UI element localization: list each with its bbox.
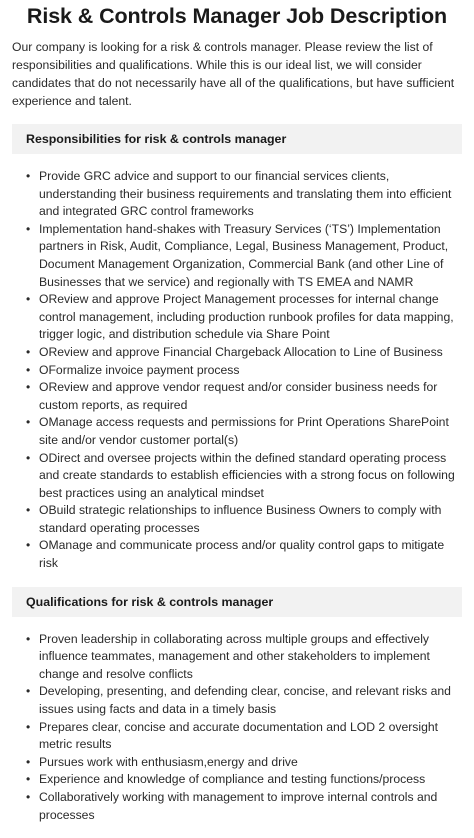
bullet-icon: • <box>26 719 31 734</box>
list-item <box>26 379 462 414</box>
bullet-icon: • <box>26 450 31 465</box>
list-item-text: OManage and communicate process and/or quality control gaps to mitigate risk <box>39 538 445 571</box>
bullet-icon: • <box>26 415 31 430</box>
qualifications-list <box>12 631 462 825</box>
list-item <box>26 754 462 772</box>
list-item <box>26 789 462 824</box>
list-item-text: Prepares clear, concise and accurate documentation and LOD 2 oversight metric results <box>39 719 439 752</box>
list-item <box>26 771 462 789</box>
list-item-text: Collaboratively working with management to improve internal controls and processes <box>39 790 438 822</box>
list-item <box>26 291 462 344</box>
bullet-icon: • <box>26 362 31 377</box>
list-item-text: Developing, presenting, and defending clear, concise, and relevant risks and issues using facts and data in a timely basis <box>39 684 451 717</box>
list-item <box>26 631 462 684</box>
list-item <box>26 168 462 221</box>
bullet-icon: • <box>26 503 31 518</box>
bullet-icon: • <box>26 790 31 804</box>
list-item-text: Pursues work with enthusiasm,energy and drive <box>39 754 298 769</box>
qualifications-heading: Qualifications for risk & controls manager <box>12 587 462 617</box>
bullet-icon: • <box>26 221 31 236</box>
list-item-text: Provide GRC advice and support to our financial services clients, understanding their business requirements and translating them into efficient and integrated GRC control frameworks <box>39 169 452 219</box>
bullet-icon: • <box>26 344 31 359</box>
list-item-text: OReview and approve Financial Chargeback Allocation to Line of Business <box>39 344 443 359</box>
bullet-icon: • <box>26 754 31 769</box>
list-item-text: ODirect and oversee projects within the defined standard operating process and create standards to establish efficiencies with a strong focus on following best practices using an analytical mindset <box>39 450 455 500</box>
list-item <box>26 414 462 449</box>
responsibilities-list <box>12 168 462 573</box>
list-item <box>26 719 462 754</box>
responsibilities-heading: Responsibilities for risk & controls manager <box>12 124 462 154</box>
list-item <box>26 362 462 380</box>
bullet-icon: • <box>26 772 31 787</box>
list-item-text: OManage access requests and permissions for Print Operations SharePoint site and/or vendor customer portal(s) <box>39 415 449 447</box>
bullet-icon: • <box>26 292 31 307</box>
bullet-icon: • <box>26 380 31 395</box>
list-item-text: OFormalize invoice payment process <box>39 362 240 377</box>
bullet-icon: • <box>26 684 31 699</box>
list-item <box>26 502 462 537</box>
list-item <box>26 683 462 718</box>
list-item <box>26 344 462 362</box>
list-item-text: OBuild strategic relationships to influence Business Owners to comply with standard operating processes <box>39 503 442 535</box>
bullet-icon: • <box>26 538 31 553</box>
intro-paragraph: Our company is looking for a risk & controls manager. Please review the list of responsibilities and qualifications. While this is our ideal list, we will consider candidates that do not necessarily have all of the qualifications, but have sufficient experience and talent. <box>12 40 455 108</box>
list-item-text: Experience and knowledge of compliance and testing functions/process <box>39 772 426 787</box>
list-item <box>26 537 462 572</box>
bullet-icon: • <box>26 631 31 646</box>
list-item <box>26 221 462 291</box>
page-title: Risk & Controls Manager Job Description <box>26 4 448 28</box>
list-item-text: OReview and approve vendor request and/or consider business needs for custom reports, as required <box>39 380 438 412</box>
list-item-text: OReview and approve Project Management processes for internal change control management, including production runbook profiles for data mapping, trigger logic, and distribution schedule via Share Point <box>39 292 454 342</box>
list-item-text: Implementation hand-shakes with Treasury Services (‘TS’) Implementation partners in Risk, Audit, Compliance, Legal, Business Management, Product, Document Management Organization, Commercial Bank (and other Line of Businesses that we service) and regionally with TS EMEA and NAMR <box>39 221 449 289</box>
list-item-text: Proven leadership in collaborating across multiple groups and effectively influence teammates, management and other stakeholders to implement change and resolve conflicts <box>39 631 430 681</box>
list-item <box>26 450 462 503</box>
bullet-icon: • <box>26 169 31 183</box>
